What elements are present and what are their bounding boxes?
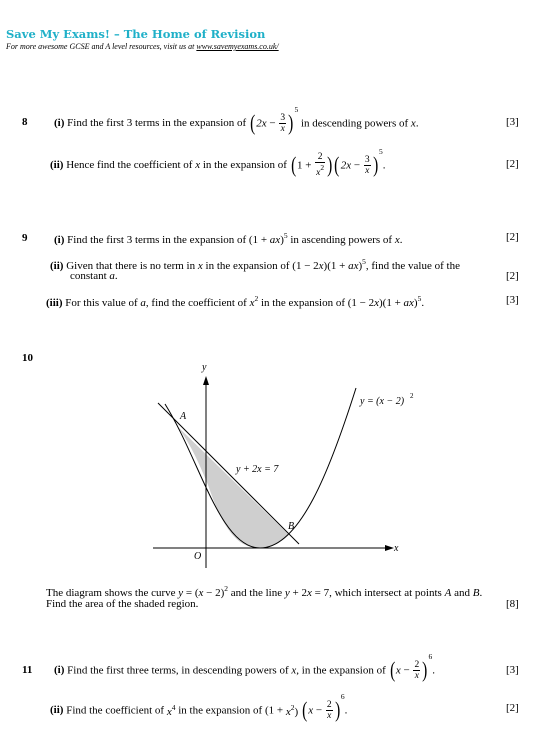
q8-ii-text-a: Hence find the coefficient of xyxy=(66,159,193,171)
q9-ii-marks: [2] xyxy=(506,270,519,282)
subtitle-text: For more awesome GCSE and A level resources, visit us at xyxy=(6,42,197,51)
origin-label: O xyxy=(194,551,202,562)
q11-part-i: (i) Find the first three terms, in descending powers of x, in the expansion of (x − $\frac{2}{x}$ )6. xyxy=(54,652,436,683)
question-number-10: 10 xyxy=(22,352,33,364)
x-axis-label: x xyxy=(394,543,399,554)
q8-part-ii: (ii) Hence find the coefficient of x in the expansion of (1 + $\frac{2}{x^2}$ )(2x − $\frac{3}{x}$ )5. xyxy=(50,147,386,179)
q8-ii-marks: [2] xyxy=(506,158,519,170)
y-axis-label: y xyxy=(202,362,207,373)
q8-part-i: (i) Find the first 3 terms in the expansion of (2x − $\frac{3}{x}$ )5 in descending powers of x. xyxy=(54,105,419,136)
q8-i-text: Find the first 3 terms in the expansion of xyxy=(67,117,247,129)
site-title: Save My Exams! – The Home of Revision xyxy=(6,27,266,41)
q9-iii-marks: [3] xyxy=(506,294,519,306)
q9-i-marks: [2] xyxy=(506,231,519,243)
close-paren: ) xyxy=(288,110,294,136)
q9-part-ii: (ii) Given that there is no term in x in the expansion of (1 − 2x)(1 + ax)$^5$, find the value of the xyxy=(50,257,460,272)
q8-i-marks: [3] xyxy=(506,116,519,128)
x-axis-arrow xyxy=(385,545,394,551)
point-b-label: B xyxy=(288,521,295,532)
curve-label: y = (x − 2) xyxy=(360,396,405,407)
q9-part-iii: (iii) For this value of a, find the coefficient of $x^2$ in the expansion of (1 − 2x)(1 + ax)$^5$. xyxy=(46,294,425,309)
shaded-region xyxy=(176,425,289,548)
line-label: y + 2x = 7 xyxy=(236,464,279,475)
q10-text-line1: The diagram shows the curve $y = (x - 2)^2$ and the line y + 2x = 7, which intersect at points A and B. xyxy=(46,584,483,599)
curve-label-exp: 2 xyxy=(410,392,414,400)
open-paren: ( xyxy=(250,110,256,136)
question-number-8: 8 xyxy=(22,116,28,128)
q8-ii-label: (ii) xyxy=(50,159,64,171)
q8-ii-text-b: in the expansion of xyxy=(202,159,287,171)
q9-part-ii-line2: constant a. xyxy=(70,270,118,282)
point-a-label: A xyxy=(180,411,187,422)
question-number-11: 11 xyxy=(22,664,33,676)
q10-marks: [8] xyxy=(506,598,519,610)
site-link[interactable]: www.savemyexams.co.uk/ xyxy=(196,42,279,51)
q11-i-marks: [3] xyxy=(506,664,519,676)
y-axis-arrow xyxy=(203,376,209,385)
fraction: $\frac{3}{x}$ xyxy=(280,112,286,134)
q9-part-i: (i) Find the first 3 terms in the expansion of (1 + ax)$^5$ in ascending powers of x. xyxy=(54,231,403,246)
q10-text-line2: Find the area of the shaded region. xyxy=(46,598,199,610)
q8-i-label: (i) xyxy=(54,117,65,129)
q11-part-ii: (ii) Find the coefficient of $x^4$ in the expansion of $(1 + x^2)$ (x − $\frac{2}{x}$ )6. xyxy=(50,692,348,723)
q8-i-text-b: in descending powers of xyxy=(300,117,409,130)
question-number-9: 9 xyxy=(22,232,28,244)
q11-ii-marks: [2] xyxy=(506,702,519,714)
